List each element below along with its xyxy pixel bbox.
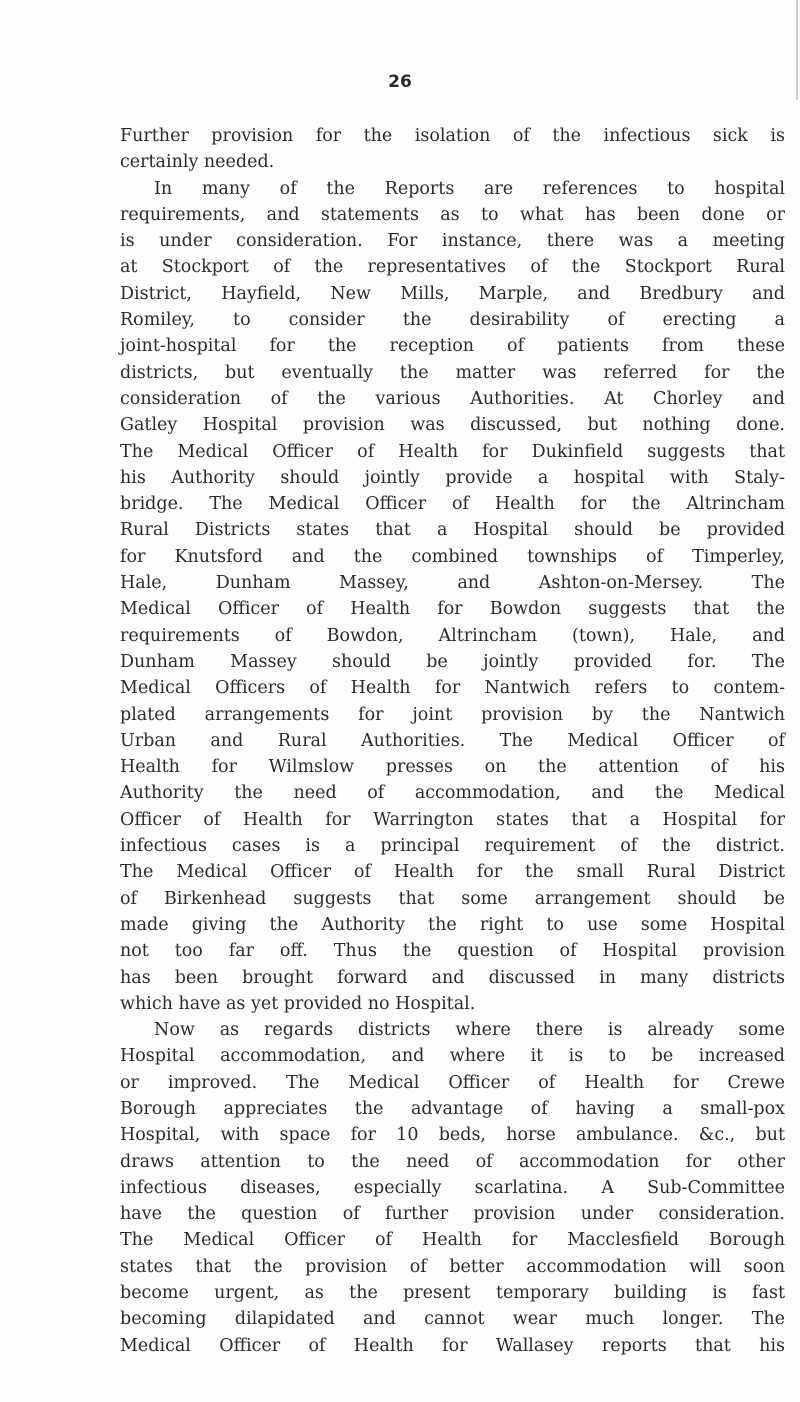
text-line: or improved. The Medical Officer of Health for Crewe: [120, 1072, 785, 1093]
text-line: Hospital accommodation, and where it is to be increased: [120, 1046, 785, 1067]
text-line: Officer of Health for Warrington states that a Hospital for: [120, 809, 785, 830]
text-line: infectious diseases, especially scarlatina. A Sub-Committee: [120, 1177, 785, 1198]
text-line: made giving the Authority the right to use some Hospital: [120, 914, 785, 935]
text-line: infectious cases is a principal requirement of the district.: [120, 836, 785, 857]
text-line: requirements, and statements as to what has been done or: [120, 204, 785, 225]
text-line: Hale, Dunham Massey, and Ashton-on-Mersey. The: [120, 573, 785, 594]
text-line: requirements of Bowdon, Altrincham (town), Hale, and: [120, 625, 785, 646]
text-line: Gatley Hospital provision was discussed, but nothing done.: [120, 415, 785, 436]
text-line: The Medical Officer of Health for Dukinfield suggests that: [120, 441, 785, 462]
text-line: has been brought forward and discussed in many districts: [120, 967, 785, 988]
text-line: Medical Officers of Health for Nantwich refers to contem-: [120, 678, 785, 699]
text-line: In many of the Reports are references to hospital: [154, 178, 785, 199]
text-line: joint-hospital for the reception of patients from these: [120, 336, 785, 357]
text-line: becoming dilapidated and cannot wear much longer. The: [120, 1309, 785, 1330]
text-line: of Birkenhead suggests that some arrangement should be: [120, 888, 785, 909]
text-line: become urgent, as the present temporary building is fast: [120, 1283, 785, 1304]
text-line: Medical Officer of Health for Wallasey reports that his: [120, 1335, 785, 1356]
text-line: Urban and Rural Authorities. The Medical Officer of: [120, 730, 785, 751]
text-line: Now as regards districts where there is already some: [154, 1020, 785, 1041]
text-line: Hospital, with space for 10 beds, horse ambulance. &c., but: [120, 1125, 785, 1146]
text-line: The Medical Officer of Health for Macclesfield Borough: [120, 1230, 785, 1251]
text-line: draws attention to the need of accommodation for other: [120, 1151, 785, 1172]
text-line: Dunham Massey should be jointly provided for. The: [120, 651, 785, 672]
text-line: plated arrangements for joint provision by the Nantwich: [120, 704, 785, 725]
text-line: Medical Officer of Health for Bowdon suggests that the: [120, 599, 785, 620]
text-line: not too far off. Thus the question of Hospital provision: [120, 941, 785, 962]
text-line: consideration of the various Authorities. At Chorley and: [120, 388, 785, 409]
text-line: for Knutsford and the combined townships of Timperley,: [120, 546, 785, 567]
text-line: Authority the need of accommodation, and the Medical: [120, 783, 785, 804]
text-line: districts, but eventually the matter was referred for the: [120, 362, 785, 383]
text-line: his Authority should jointly provide a hospital with Staly-: [120, 467, 785, 488]
text-line: have the question of further provision under consideration.: [120, 1204, 785, 1225]
text-line: certainly needed.: [120, 152, 275, 173]
text-line: at Stockport of the representatives of the Stockport Rural: [120, 257, 785, 278]
text-line: is under consideration. For instance, there was a meeting: [120, 231, 785, 252]
text-line: The Medical Officer of Health for the small Rural District: [120, 862, 785, 883]
text-line: which have as yet provided no Hospital.: [120, 993, 476, 1014]
page-number: 26: [388, 72, 412, 92]
text-line: Borough appreciates the advantage of having a small-pox: [120, 1098, 785, 1119]
text-line: Rural Districts states that a Hospital should be provided: [120, 520, 785, 541]
text-line: Health for Wilmslow presses on the attention of his: [120, 757, 785, 778]
text-line: Romiley, to consider the desirability of erecting a: [120, 310, 785, 331]
text-line: Further provision for the isolation of the infectious sick is: [120, 126, 785, 146]
text-line: states that the provision of better accommodation will soon: [120, 1256, 785, 1277]
text-line: bridge. The Medical Officer of Health for the Altrincham: [120, 494, 785, 515]
text-line: District, Hayfield, New Mills, Marple, and Bredbury and: [120, 283, 785, 304]
body-text: [120, 123, 785, 1359]
